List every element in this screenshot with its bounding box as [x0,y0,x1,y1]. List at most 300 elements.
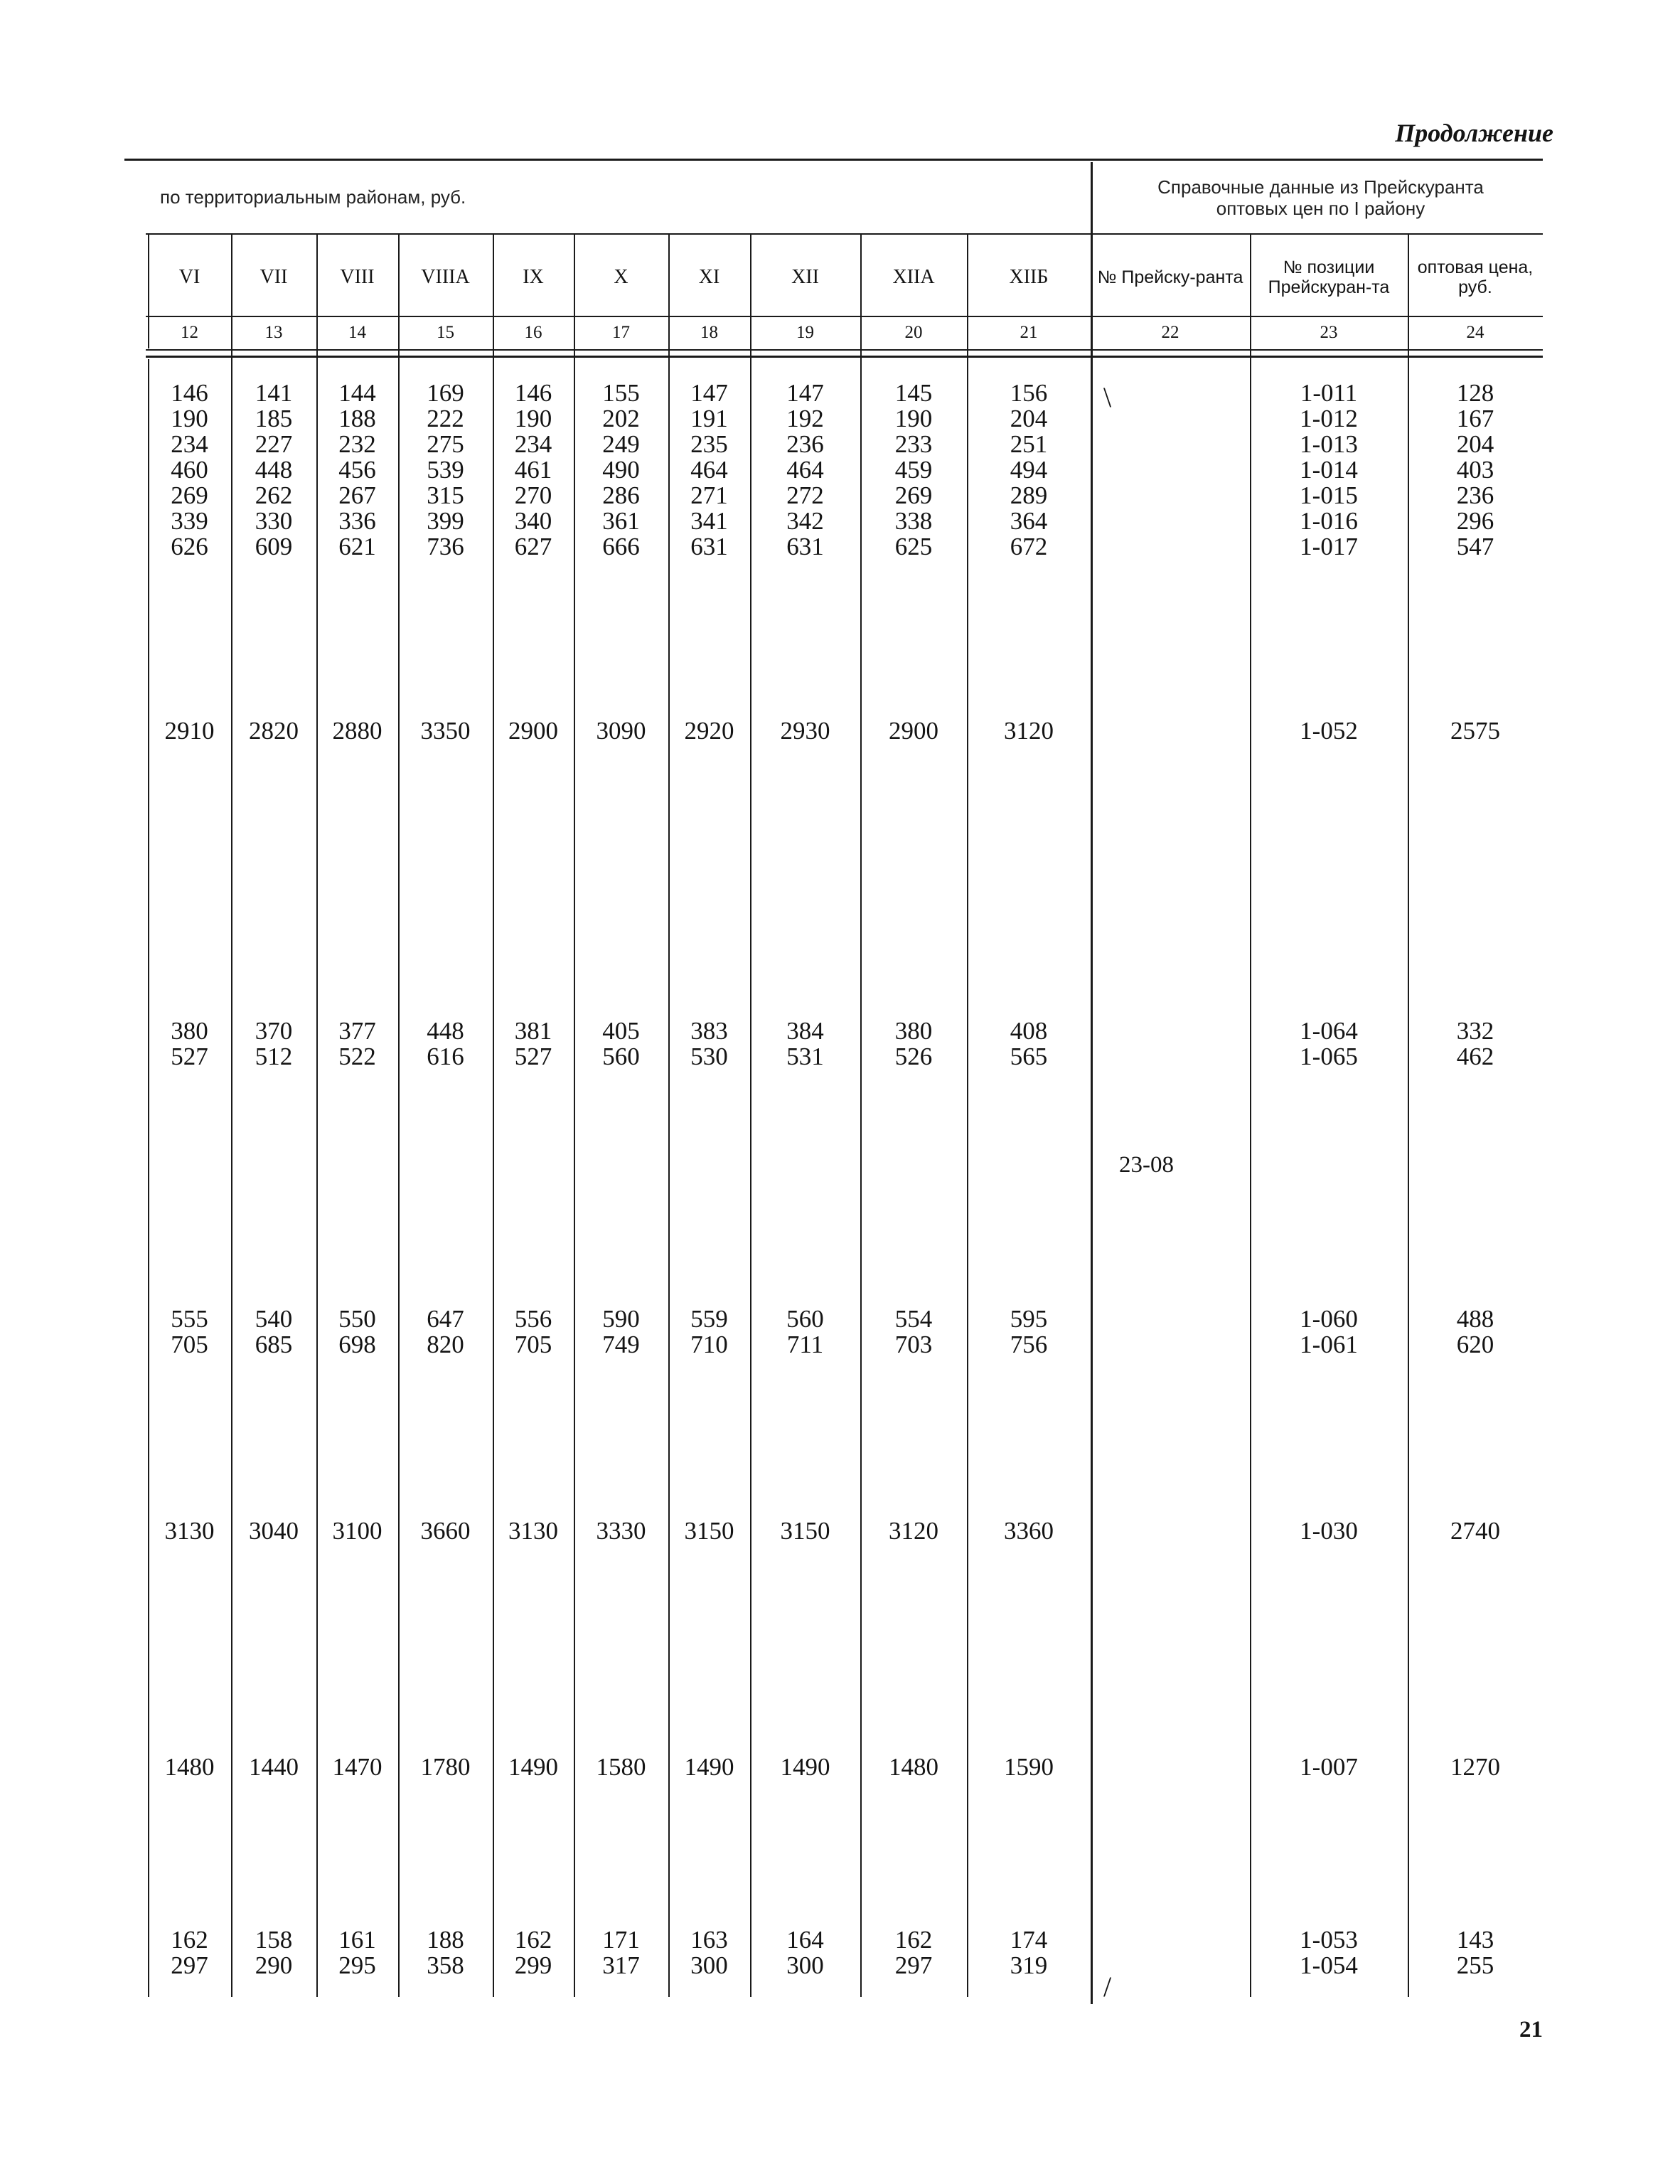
price-cell: 1-030 [1300,1517,1358,1545]
region-price-group [671,1754,747,1780]
price-cell: 299 [514,1951,552,1979]
price-cell: 711 [786,1331,824,1358]
price-cell: 286 [602,481,640,509]
price-cell: 560 [602,1043,640,1070]
region-price-group [319,1927,395,1978]
position-number-group [1253,1018,1405,1070]
wholesale-price-group [1411,1754,1540,1780]
reference-data-title-line1: Справочные данные из Прейскуранта [1157,176,1484,198]
region-price-group [151,1306,228,1358]
price-cell: 2900 [889,717,938,745]
reference-data-title-line2: оптовых цен по I району [1216,198,1425,219]
column-rule [316,235,318,1997]
price-cell: 609 [255,533,293,560]
price-cell: 234 [171,430,208,458]
price-cell: 171 [602,1926,640,1954]
region-price-group [577,1754,665,1780]
price-cell: 384 [786,1017,824,1045]
region-price-group [753,1018,857,1070]
region-price-group [401,1306,490,1358]
region-price-group [671,718,747,744]
wholesale-price-group [1411,1306,1540,1358]
price-cell: 3130 [508,1517,558,1545]
price-cell: 381 [514,1017,552,1045]
price-cell: 595 [1010,1305,1048,1333]
price-cell: 338 [894,507,933,535]
price-cell: 147 [690,379,728,407]
price-cell: 1490 [684,1753,734,1781]
price-cell: 2820 [249,717,299,745]
price-cell: 1470 [332,1753,382,1781]
region-price-group [401,1518,490,1544]
position-number-group [1253,718,1405,744]
price-cell: 1580 [596,1753,646,1781]
region-price-group [753,380,857,560]
price-cell: 1-014 [1300,456,1358,484]
price-cell: 174 [1010,1926,1048,1954]
regions-group-title: по территориальным районам, руб. [160,186,466,208]
price-cell: 620 [1456,1331,1494,1358]
price-cell: 163 [690,1926,728,1954]
price-cell: 188 [427,1926,464,1954]
column-rule [398,235,400,1997]
price-cell: 2740 [1450,1517,1500,1545]
column-number: 20 [904,323,923,342]
region-price-group [401,1754,490,1780]
price-cell: 559 [690,1305,728,1333]
price-cell: 590 [602,1305,640,1333]
column-rule [860,235,862,1997]
region-price-group [401,1018,490,1070]
price-cell: 527 [171,1043,208,1070]
price-cell: 527 [514,1043,552,1070]
price-cell: 236 [1456,481,1494,509]
column-header: оптовая цена, руб. [1417,257,1534,297]
column-header: VII [260,266,288,288]
column-number: 24 [1466,323,1484,342]
price-cell: 204 [1010,405,1048,432]
page-number: 21 [1519,2017,1543,2042]
price-cell: 1480 [889,1753,938,1781]
price-cell: 162 [171,1926,208,1954]
column-header: VIIIА [421,266,470,288]
price-cell: 736 [427,533,464,560]
column-rule [668,235,670,1997]
price-cell: 547 [1456,533,1494,560]
price-cell: 275 [427,430,464,458]
price-cell: 459 [894,456,933,484]
price-cell: 341 [690,507,728,535]
price-cell: 192 [786,405,824,432]
price-cell: 295 [338,1951,376,1979]
section-divider [1091,162,1093,2004]
region-price-group [577,380,665,560]
price-cell: 531 [786,1043,824,1070]
price-cell: 270 [514,481,552,509]
price-cell: 1-013 [1300,430,1358,458]
region-price-group [970,1018,1088,1070]
price-cell: 358 [427,1951,464,1979]
price-cell: 756 [1010,1331,1048,1358]
column-header: № Прейску-ранта [1097,267,1243,287]
price-cell: 319 [1010,1951,1048,1979]
price-cell: 408 [1010,1017,1048,1045]
price-cell: 494 [1010,456,1048,484]
price-cell: 128 [1456,379,1494,407]
region-price-group [319,1754,395,1780]
price-cell: 1270 [1450,1753,1500,1781]
price-cell: 820 [427,1331,464,1358]
region-price-group [970,380,1088,560]
region-price-group [496,1306,571,1358]
position-number-group [1253,1518,1405,1544]
column-header: VIII [340,266,375,288]
price-cell: 3330 [596,1517,646,1545]
price-cell: 290 [255,1951,293,1979]
region-price-group [151,1518,228,1544]
price-cell: 185 [255,405,293,432]
region-price-group [234,380,314,560]
column-number: 21 [1020,323,1038,342]
price-cell: 3100 [332,1517,382,1545]
region-price-group [863,1927,964,1978]
region-price-group [753,1306,857,1358]
header-rule [146,233,1543,235]
price-cell: 488 [1456,1305,1494,1333]
number-row-rule [146,349,1543,351]
price-cell: 162 [894,1926,933,1954]
top-rule [124,159,1543,161]
price-cell: 141 [255,379,293,407]
region-price-group [319,1306,395,1358]
column-number: 18 [700,323,718,342]
wholesale-price-group [1411,1018,1540,1070]
price-cell: 1490 [780,1753,830,1781]
price-cell: 621 [338,533,376,560]
price-cell: 1-053 [1300,1926,1358,1954]
column-header: XIIА [892,266,935,288]
left-border [148,235,149,348]
region-price-group [577,1018,665,1070]
price-cell: 342 [786,507,824,535]
column-number: 12 [181,323,198,342]
region-price-group [863,1518,964,1544]
price-cell: 204 [1456,430,1494,458]
price-cell: 1-060 [1300,1305,1358,1333]
price-cell: 377 [338,1017,376,1045]
region-price-group [151,1927,228,1978]
price-cell: 235 [690,430,728,458]
position-number-group [1253,1754,1405,1780]
price-cell: 554 [894,1305,933,1333]
price-cell: 251 [1010,430,1048,458]
region-price-group [753,1927,857,1978]
column-rule [493,235,494,1997]
price-cell: 315 [427,481,464,509]
price-cell: 705 [171,1331,208,1358]
position-number-group [1253,1927,1405,1978]
price-cell: 296 [1456,507,1494,535]
brace-bottom: / [1103,1971,1112,2003]
price-cell: 2920 [684,717,734,745]
price-cell: 460 [171,456,208,484]
region-price-group [401,380,490,560]
price-cell: 269 [171,481,208,509]
column-rule [750,235,751,1997]
region-price-group [577,1306,665,1358]
price-cell: 269 [894,481,933,509]
region-price-group [496,718,571,744]
price-cell: 565 [1010,1043,1048,1070]
price-cell: 297 [894,1951,933,1979]
price-cell: 380 [894,1017,933,1045]
price-cell: 1-017 [1300,533,1358,560]
region-price-group [234,1518,314,1544]
price-cell: 147 [786,379,824,407]
column-rule [1408,235,1409,1997]
column-number: 17 [612,323,630,342]
region-price-group [496,1927,571,1978]
price-cell: 144 [338,379,376,407]
price-cell: 370 [255,1017,293,1045]
price-cell: 155 [602,379,640,407]
region-price-group [671,1927,747,1978]
price-cell: 227 [255,430,293,458]
price-cell: 267 [338,481,376,509]
price-cell: 464 [690,456,728,484]
price-cell: 262 [255,481,293,509]
price-cell: 526 [894,1043,933,1070]
column-number: 16 [524,323,542,342]
price-cell: 300 [690,1951,728,1979]
price-cell: 1-061 [1300,1331,1358,1358]
region-price-group [496,1018,571,1070]
price-cell: 161 [338,1926,376,1954]
price-cell: 3090 [596,717,646,745]
price-cell: 749 [602,1331,640,1358]
price-cell: 3660 [420,1517,471,1545]
region-price-group [151,718,228,744]
region-price-group [234,718,314,744]
price-cell: 456 [338,456,376,484]
price-cell: 556 [514,1305,552,1333]
price-cell: 490 [602,456,640,484]
region-price-group [496,1518,571,1544]
price-cell: 1-007 [1300,1753,1358,1781]
price-cell: 1-011 [1300,379,1358,407]
price-cell: 143 [1456,1926,1494,1954]
price-cell: 647 [427,1305,464,1333]
price-cell: 1-015 [1300,481,1358,509]
price-cell: 383 [690,1017,728,1045]
price-cell: 616 [427,1043,464,1070]
region-price-group [319,718,395,744]
column-number: 19 [796,323,814,342]
region-price-group [863,380,964,560]
column-header: XI [698,266,720,288]
price-cell: 233 [894,430,933,458]
region-price-group [319,1018,395,1070]
price-cell: 2900 [508,717,558,745]
region-price-group [671,1306,747,1358]
region-price-group [234,1018,314,1070]
position-number-group [1253,1306,1405,1358]
region-price-group [671,1518,747,1544]
price-cell: 461 [514,456,552,484]
price-cell: 530 [690,1043,728,1070]
price-cell: 156 [1010,379,1048,407]
price-cell: 2880 [332,717,382,745]
continuation-label: Продолжение [1395,119,1553,147]
price-cell: 330 [255,507,293,535]
price-list-number: 23-08 [1119,1152,1174,1178]
price-cell: 626 [171,533,208,560]
column-header: XIIБ [1009,266,1049,288]
price-cell: 522 [338,1043,376,1070]
column-number: 13 [264,323,283,342]
price-cell: 540 [255,1305,293,1333]
price-cell: 672 [1010,533,1048,560]
price-cell: 705 [514,1331,552,1358]
price-cell: 380 [171,1017,208,1045]
region-price-group [753,1518,857,1544]
price-cell: 234 [514,430,552,458]
price-cell: 145 [894,379,933,407]
region-price-group [970,1754,1088,1780]
price-cell: 1590 [1004,1753,1054,1781]
price-cell: 202 [602,405,640,432]
region-price-group [970,1306,1088,1358]
price-cell: 403 [1456,456,1494,484]
price-cell: 232 [338,430,376,458]
region-price-group [401,718,490,744]
wholesale-price-group [1411,1927,1540,1978]
price-cell: 631 [786,533,824,560]
column-header: XII [791,266,819,288]
region-price-group [970,1927,1088,1978]
price-cell: 1-064 [1300,1017,1358,1045]
region-price-group [577,1518,665,1544]
region-price-group [863,718,964,744]
price-cell: 539 [427,456,464,484]
price-cell: 625 [894,533,933,560]
price-cell: 627 [514,533,552,560]
price-cell: 1780 [420,1753,471,1781]
region-price-group [151,1754,228,1780]
price-cell: 336 [338,507,376,535]
price-cell: 448 [427,1017,464,1045]
price-cell: 162 [514,1926,552,1954]
price-cell: 1490 [508,1753,558,1781]
body-rule [146,356,1543,358]
price-cell: 1480 [164,1753,215,1781]
price-cell: 317 [602,1951,640,1979]
region-price-group [319,380,395,560]
price-cell: 190 [514,405,552,432]
price-cell: 3120 [1004,717,1054,745]
region-price-group [234,1927,314,1978]
position-number-group [1253,380,1405,560]
price-cell: 1440 [249,1753,299,1781]
price-cell: 703 [894,1331,933,1358]
region-price-group [753,1754,857,1780]
price-cell: 3130 [164,1517,215,1545]
column-number: 22 [1161,323,1179,342]
column-rule [231,235,232,1997]
wholesale-price-group [1411,718,1540,744]
price-cell: 3120 [889,1517,938,1545]
region-price-group [151,1018,228,1070]
price-cell: 3360 [1004,1517,1054,1545]
price-cell: 3040 [249,1517,299,1545]
price-cell: 297 [171,1951,208,1979]
region-price-group [671,1018,747,1070]
region-price-group [496,1754,571,1780]
price-cell: 512 [255,1043,293,1070]
column-rule [967,235,968,1997]
column-rule [574,235,575,1997]
price-cell: 272 [786,481,824,509]
price-cell: 164 [786,1926,824,1954]
column-number: 14 [348,323,366,342]
body-left-border [148,359,149,1997]
price-cell: 190 [894,405,933,432]
price-cell: 555 [171,1305,208,1333]
region-price-group [863,1306,964,1358]
price-cell: 271 [690,481,728,509]
region-price-group [970,1518,1088,1544]
price-cell: 191 [690,405,728,432]
reference-data-title [1098,176,1543,219]
column-rule [1250,235,1251,1997]
wholesale-price-group [1411,380,1540,560]
price-cell: 685 [255,1331,293,1358]
price-cell: 158 [255,1926,293,1954]
price-cell: 361 [602,507,640,535]
price-cell: 169 [427,379,464,407]
price-cell: 399 [427,507,464,535]
price-cell: 1-016 [1300,507,1358,535]
price-cell: 2930 [780,717,830,745]
region-price-group [234,1754,314,1780]
region-price-group [863,1754,964,1780]
price-cell: 188 [338,405,376,432]
region-price-group [234,1306,314,1358]
region-price-group [577,718,665,744]
column-header: X [614,266,628,288]
price-cell: 3150 [780,1517,830,1545]
price-cell: 332 [1456,1017,1494,1045]
region-price-group [401,1927,490,1978]
price-cell: 255 [1456,1951,1494,1979]
price-cell: 146 [514,379,552,407]
region-price-group [753,718,857,744]
price-cell: 340 [514,507,552,535]
price-cell: 550 [338,1305,376,1333]
price-cell: 1-052 [1300,717,1358,745]
price-cell: 666 [602,533,640,560]
price-cell: 1-065 [1300,1043,1358,1070]
price-cell: 3150 [684,1517,734,1545]
price-cell: 631 [690,533,728,560]
price-cell: 167 [1456,405,1494,432]
column-number: 15 [437,323,454,342]
column-header: № позиции Прейскуран-та [1268,257,1390,297]
region-price-group [671,380,747,560]
price-cell: 1-054 [1300,1951,1358,1979]
wholesale-price-group [1411,1518,1540,1544]
price-cell: 236 [786,430,824,458]
